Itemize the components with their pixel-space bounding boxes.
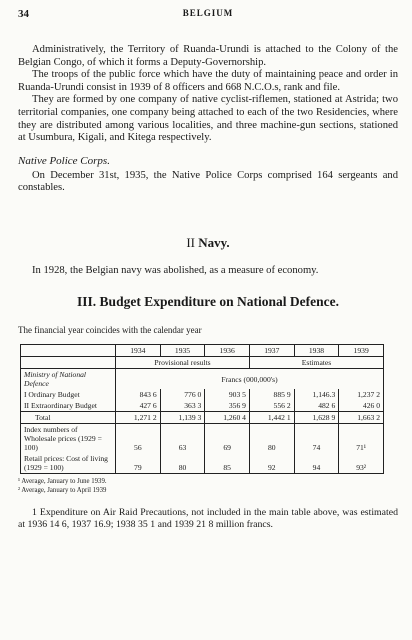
year-1934: 1934	[116, 345, 161, 357]
row-label-total: Total	[21, 412, 116, 424]
navy-heading	[18, 235, 398, 251]
row-label-extraordinary: II Extraordinary Budget	[21, 400, 116, 412]
paragraph-air-raid: 1 Expenditure on Air Raid Precautions, not included in the main table above, was estimated at 1936 14 6, 1937 16.9; 1938 35 1 and 1939 21 8 million francs.	[18, 507, 398, 530]
cell: 79	[116, 453, 161, 474]
paragraph-admin: Administratively, the Territory of Ruanda-Urundi is attached to the Colony of the Belgian Congo, of which it forms a Deputy-Governorship.	[18, 44, 398, 68]
cell: 1,146.3	[294, 389, 339, 400]
cell: 74	[294, 424, 339, 454]
country-heading: BELGIUM	[182, 8, 234, 18]
budget-table	[20, 344, 384, 474]
paragraph-formed: They are formed by one company of native cyclist-riflemen, stationed at Astrida; two territorial companies, one company being attached to each of the two Residencies, where they are distributed among various localities, and three machine-gun sections, stationed at Usumbura, Kigali, and Kitega respectively.	[18, 94, 398, 144]
cell: 71¹	[339, 424, 384, 454]
footnotes	[18, 478, 398, 495]
index-numbers-label	[21, 424, 116, 454]
cell: 1,628 9	[294, 412, 339, 424]
cell: 1,663 2	[339, 412, 384, 424]
ministry-label: Ministry of National Defence	[21, 369, 116, 390]
table-corner-2	[21, 357, 116, 369]
table-row	[21, 389, 384, 400]
document-page	[18, 6, 398, 530]
table-row-groups	[21, 357, 384, 369]
cell: 427 6	[116, 400, 161, 412]
cell: 63	[160, 424, 205, 454]
paragraph-navy: In 1928, the Belgian navy was abolished, as a measure of economy.	[32, 264, 319, 276]
cell: 92	[249, 453, 294, 474]
running-header	[18, 6, 398, 22]
table-row	[21, 424, 384, 454]
year-1939: 1939	[339, 345, 384, 357]
unit-label: Francs (000,000's)	[116, 369, 384, 390]
paragraph-troops: The troops of the public force which have the duty of maintaining peace and order in Ruanda-Urundi consist in 1939 of 8 officers and 668 N.C.O.s, rank and file.	[18, 69, 398, 93]
footnote-2: ² Average, January to April 1939	[18, 486, 107, 494]
row-label-ordinary: I Ordinary Budget	[21, 389, 116, 400]
cell: 356 9	[205, 400, 250, 412]
budget-heading: III. Budget Expenditure on National Defence.	[77, 293, 339, 309]
cell: 556 2	[249, 400, 294, 412]
year-1937: 1937	[249, 345, 294, 357]
police-heading: Native Police Corps.	[18, 154, 110, 167]
cell: 885 9	[249, 389, 294, 400]
cell: 363 3	[160, 400, 205, 412]
table-row-unit	[21, 369, 384, 390]
cell: 903 5	[205, 389, 250, 400]
retail-label: Retail prices: Cost of living (1929 = 100)	[21, 453, 116, 474]
footnote-1: ¹ Average, January to June 1939.	[18, 478, 107, 486]
cell: 69	[205, 424, 250, 454]
cell: 1,139 3	[160, 412, 205, 424]
table-row-years	[21, 345, 384, 357]
navy-number: II	[186, 234, 195, 250]
cell: 1,237 2	[339, 389, 384, 400]
cell: 56	[116, 424, 161, 454]
year-1935: 1935	[160, 345, 205, 357]
table-corner	[21, 345, 116, 357]
index-label: Index numbers of	[24, 425, 78, 435]
table-row	[21, 453, 384, 474]
cell: 482 6	[294, 400, 339, 412]
table-row-total	[21, 412, 384, 424]
wholesale-label: Wholesale prices (1929 = 100)	[24, 434, 102, 453]
navy-title: Navy.	[198, 234, 230, 250]
year-1938: 1938	[294, 345, 339, 357]
financial-year-note: The financial year coincides with the calendar year	[18, 324, 202, 335]
year-1936: 1936	[205, 345, 250, 357]
estimates-header: Estimates	[249, 357, 383, 369]
cell: 776 0	[160, 389, 205, 400]
provisional-results-header: Provisional results	[116, 357, 250, 369]
cell: 80	[249, 424, 294, 454]
table-row	[21, 400, 384, 412]
cell: 93²	[339, 453, 384, 474]
cell: 843 6	[116, 389, 161, 400]
page-number: 34	[18, 8, 29, 20]
cell: 426 0	[339, 400, 384, 412]
cell: 1,271 2	[116, 412, 161, 424]
paragraph-police: On December 31st, 1935, the Native Police Corps comprised 164 sergeants and constables.	[18, 169, 398, 194]
cell: 80	[160, 453, 205, 474]
cell: 1,442 1	[249, 412, 294, 424]
cell: 1,260 4	[205, 412, 250, 424]
cell: 94	[294, 453, 339, 474]
cell: 85	[205, 453, 250, 474]
